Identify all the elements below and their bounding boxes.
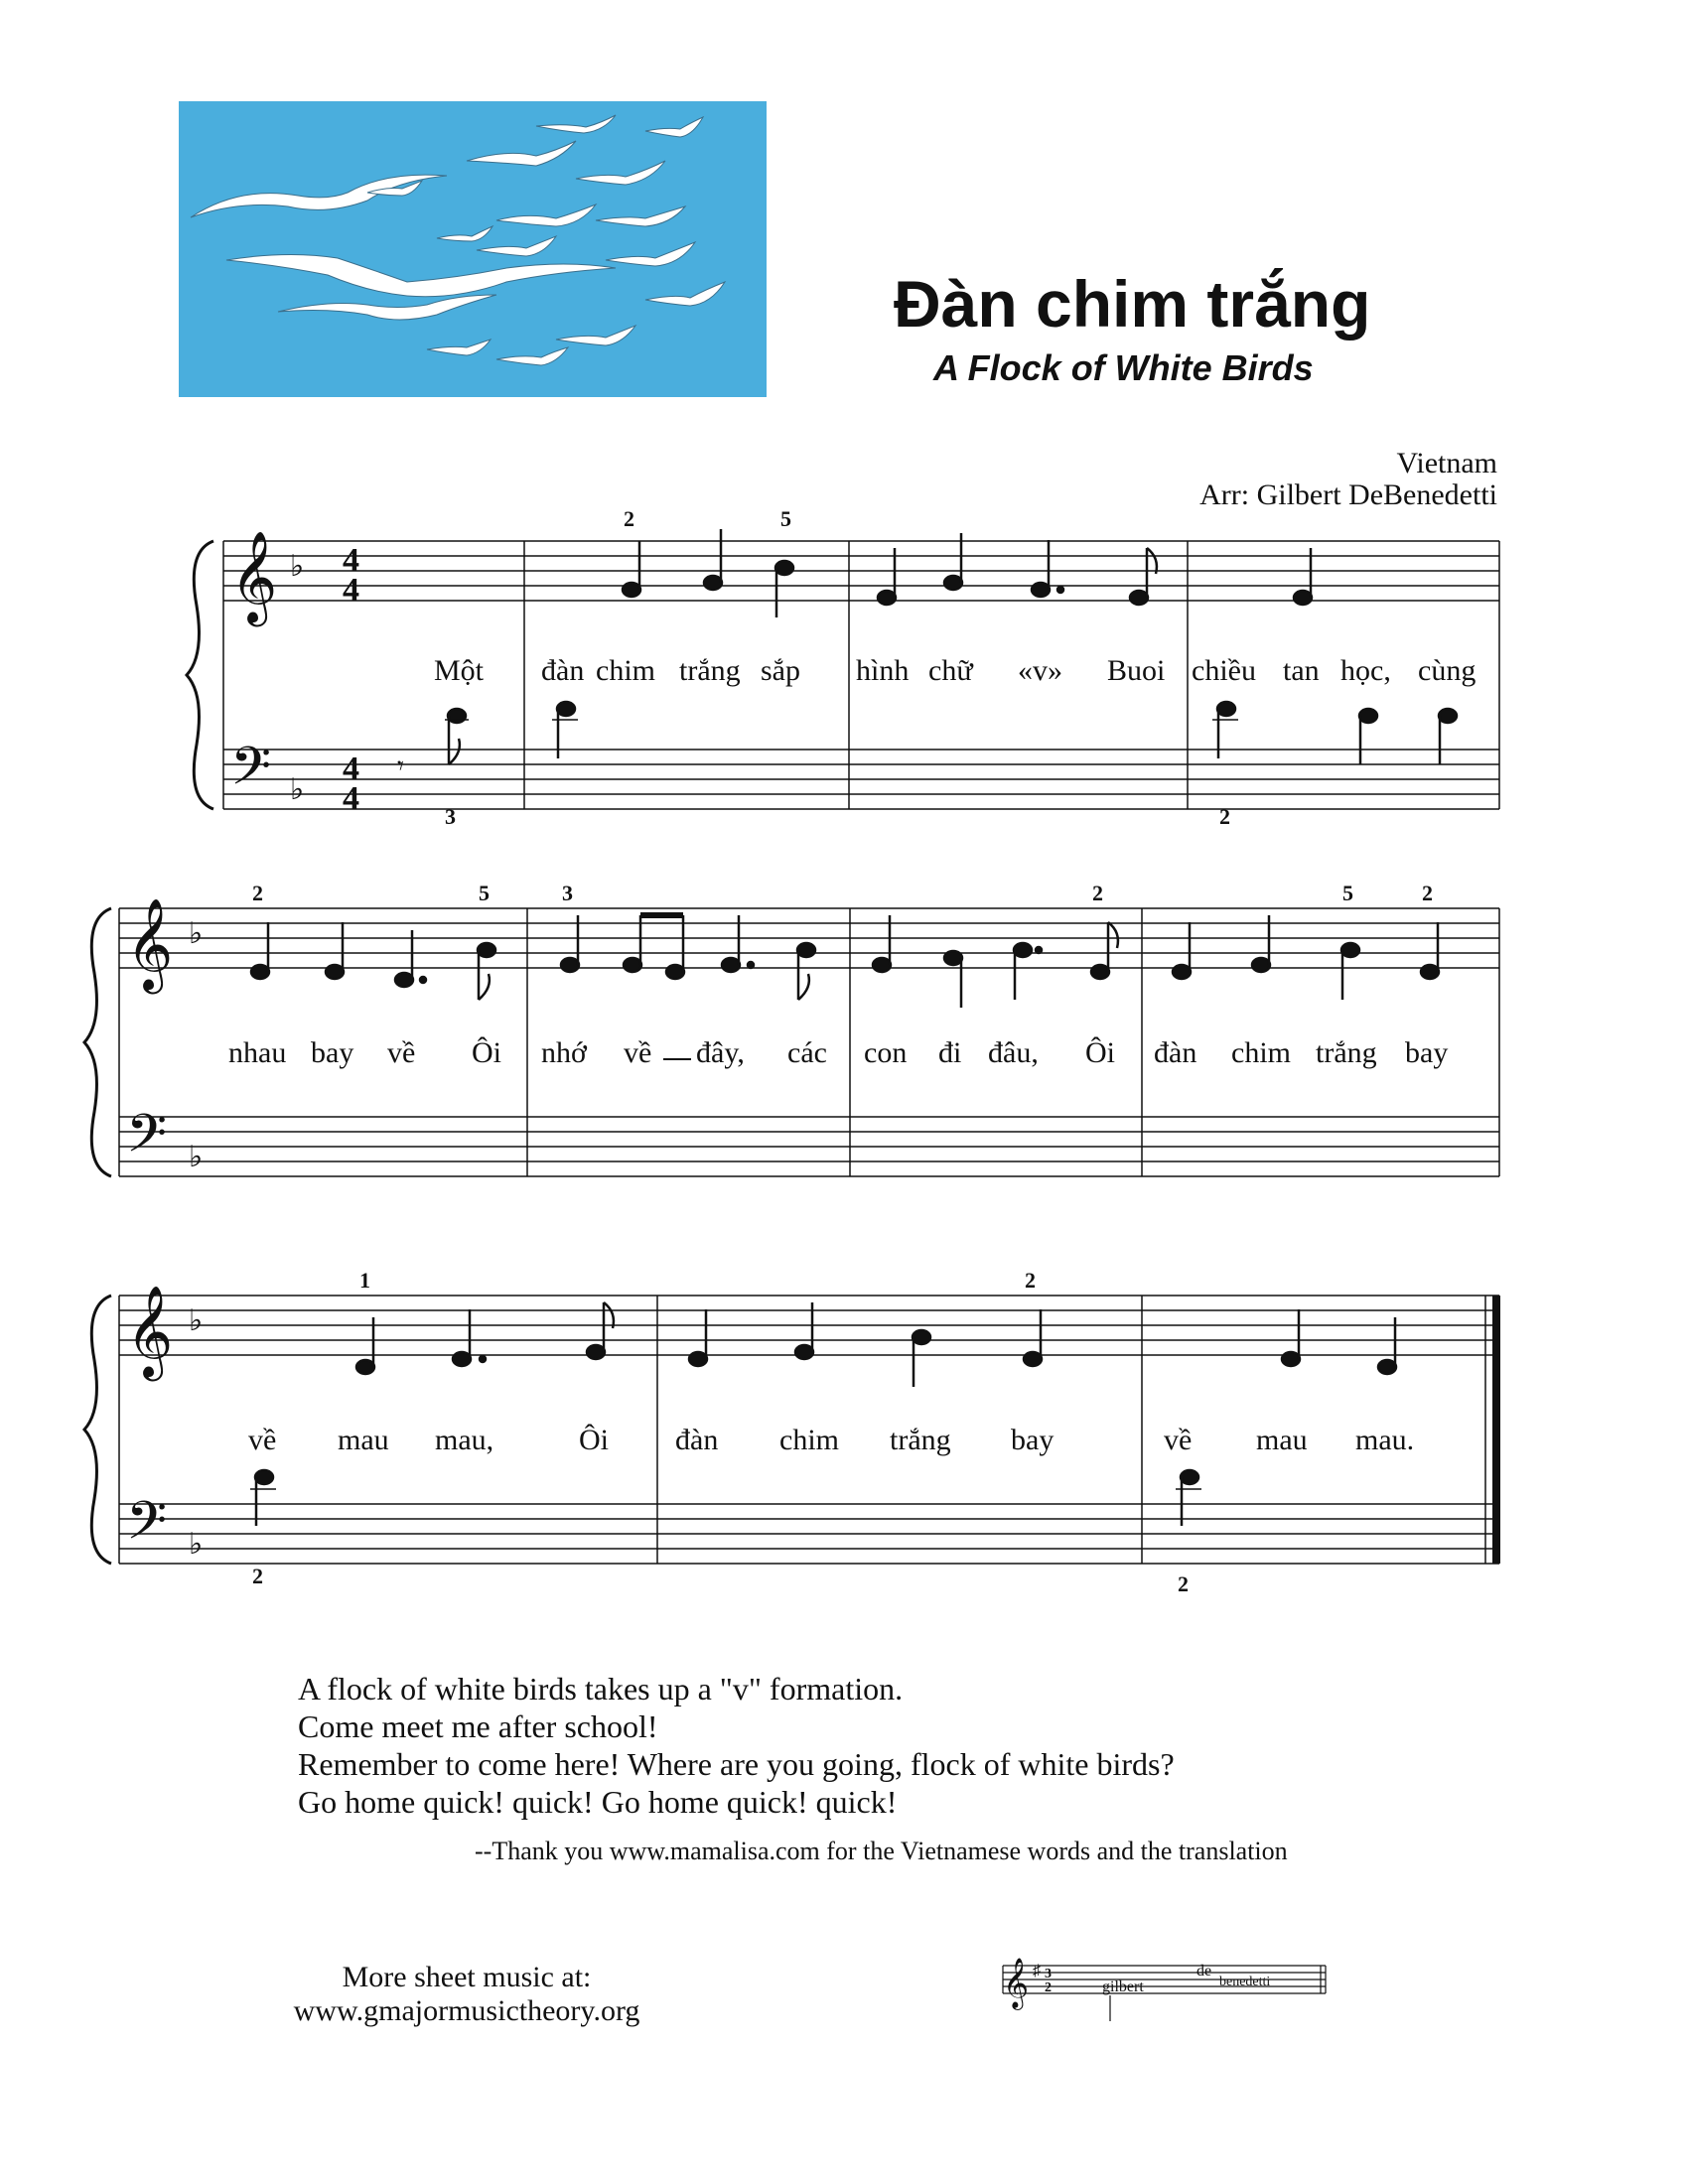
bass-clef-icon: 𝄢 (230, 738, 272, 808)
lyric-syllable: đàn (1154, 1036, 1197, 1069)
lyric-syllable: đi (938, 1036, 962, 1069)
brace (84, 1296, 111, 1564)
fingering: 5 (780, 506, 791, 531)
note-head (1294, 591, 1312, 605)
time-sig-bottom: 4 (343, 780, 359, 817)
lyric-syllable: nhớ (541, 1036, 587, 1069)
note-head (557, 702, 575, 716)
note-head (623, 583, 640, 597)
fingering: 2 (1422, 881, 1433, 905)
flat-icon: ♭ (290, 550, 305, 583)
fingering: 2 (1092, 881, 1103, 905)
lyric-syllable: về (624, 1036, 652, 1069)
music-system-1 (0, 496, 1688, 854)
lyric-syllable: Ôi (579, 1424, 609, 1456)
music-system-3 (0, 1266, 1688, 1618)
lyric-syllable: chim (596, 654, 655, 687)
website-link[interactable]: www.gmajormusictheory.org (293, 1994, 640, 2027)
lyric-syllable: về (248, 1424, 277, 1456)
bass-clef-icon: 𝄢 (126, 1492, 168, 1563)
lyric-syllable: tan (1283, 654, 1320, 687)
lyric-syllable: về (1164, 1424, 1193, 1456)
note-head (878, 591, 896, 605)
lyric-syllable: Một (434, 654, 485, 687)
lyric-syllable: mau (1256, 1424, 1308, 1456)
lyric-syllable: đâu, (988, 1036, 1039, 1069)
final-barline (1492, 1296, 1500, 1564)
lyric-syllable: Buoi (1107, 654, 1166, 687)
note-head (1217, 702, 1235, 716)
lyric-syllable: bay (311, 1036, 354, 1069)
lyric-syllable: Ôi (472, 1036, 501, 1069)
lyric-syllable: các (787, 1036, 827, 1069)
lyric-syllable: chiều (1192, 654, 1256, 687)
fingering: 2 (1025, 1268, 1036, 1293)
fingering: 3 (562, 881, 573, 905)
page-title: Đàn chim trắng (894, 267, 1371, 341)
lyric-syllable: nhau (228, 1036, 287, 1069)
note-head (448, 709, 466, 723)
lyric-syllable: chữ (928, 654, 973, 687)
note-head (1439, 709, 1457, 723)
more-music-label: More sheet music at: (342, 1961, 592, 1993)
fingering: 2 (252, 881, 263, 905)
brace (84, 908, 111, 1176)
treble-clef-icon: 𝄞 (126, 901, 174, 989)
lyric-syllable: về (387, 1036, 416, 1069)
treble-clef-icon: 𝄞 (126, 1289, 174, 1376)
treble-clef-icon: 𝄞 (230, 534, 278, 621)
fingering: 3 (445, 804, 456, 829)
note-head (1130, 591, 1148, 605)
lyric-syllable: bay (1011, 1424, 1055, 1456)
english-translation (298, 1670, 1175, 1821)
lyric-syllable: mau (338, 1424, 389, 1456)
time-sig-bottom: 4 (343, 572, 359, 609)
svg-text:2: 2 (1045, 1980, 1052, 1995)
svg-text:3: 3 (1045, 1967, 1052, 1981)
bass-clef-icon: 𝄢 (126, 1105, 168, 1175)
note-head (1359, 709, 1377, 723)
fingering: 2 (252, 1564, 263, 1588)
lyric-syllable: đàn (675, 1424, 719, 1456)
translation-line: Come meet me after school! (298, 1708, 658, 1744)
arranger-label: Arr: Gilbert DeBenedetti (1199, 478, 1497, 511)
lyric-syllable: chim (779, 1424, 839, 1456)
lyric-syllable: bay (1405, 1036, 1449, 1069)
time-sig-top: 4 (343, 751, 359, 787)
flock-of-birds-illustration (179, 101, 767, 397)
lyric-syllable: con (864, 1036, 908, 1069)
fingering: 5 (1342, 881, 1353, 905)
lyric-syllable: trắng (1316, 1036, 1377, 1069)
flat-icon: ♭ (290, 773, 305, 806)
fingering: 2 (1219, 804, 1230, 829)
more-sheet-music (258, 1961, 675, 2028)
lyric-syllable: cùng (1418, 654, 1477, 687)
svg-text:𝄾: 𝄾 (397, 751, 404, 780)
time-sig-top: 4 (343, 542, 359, 579)
translation-line: Remember to come here! Where are you going, flock of white birds? (298, 1746, 1175, 1782)
note-head (1032, 583, 1050, 597)
flat-icon: ♭ (189, 1141, 204, 1173)
note-head (944, 576, 962, 590)
translation-line: Go home quick! quick! Go home quick! quick! (298, 1784, 898, 1820)
lyric-syllable: đàn (541, 654, 585, 687)
flat-icon: ♭ (189, 1304, 204, 1337)
translation-credit: --Thank you www.mamalisa.com for the Vietnamese words and the translation (475, 1837, 1288, 1865)
note-head (775, 561, 793, 575)
fingering: 2 (1178, 1571, 1189, 1596)
svg-text:gilbert: gilbert (1102, 1979, 1144, 1995)
lyric-syllable: đây, (696, 1036, 745, 1069)
svg-text:benedetti: benedetti (1219, 1975, 1271, 1989)
svg-text:de: de (1196, 1963, 1212, 1979)
lyric-syllable: Ôi (1085, 1036, 1115, 1069)
lyric-syllable: trắng (890, 1424, 951, 1456)
svg-text:𝄞: 𝄞 (1003, 1959, 1030, 2007)
lyric-syllable: mau, (435, 1424, 494, 1456)
signature-logo (993, 1946, 1331, 2025)
svg-text:♯: ♯ (1033, 1963, 1041, 1979)
lyric-syllable: trắng (679, 654, 741, 687)
fingering: 5 (479, 881, 490, 905)
origin-label: Vietnam (1396, 447, 1497, 479)
brace (187, 541, 213, 809)
lyric-syllable: học, (1340, 654, 1391, 687)
music-system-2 (0, 879, 1688, 1196)
lyric-syllable: chim (1231, 1036, 1291, 1069)
lyric-syllable: mau. (1355, 1424, 1415, 1456)
page-subtitle: A Flock of White Birds (933, 347, 1314, 388)
lyric-syllable: hình (856, 654, 910, 687)
note-head (704, 576, 722, 590)
fingering: 1 (359, 1268, 370, 1293)
flat-icon: ♭ (189, 1528, 204, 1561)
lyric-syllable: sắp (761, 654, 800, 687)
lyric-syllable: «v» (1018, 654, 1062, 687)
translation-line: A flock of white birds takes up a "v" formation. (298, 1671, 904, 1706)
fingering: 2 (624, 506, 634, 531)
flat-icon: ♭ (189, 917, 204, 950)
